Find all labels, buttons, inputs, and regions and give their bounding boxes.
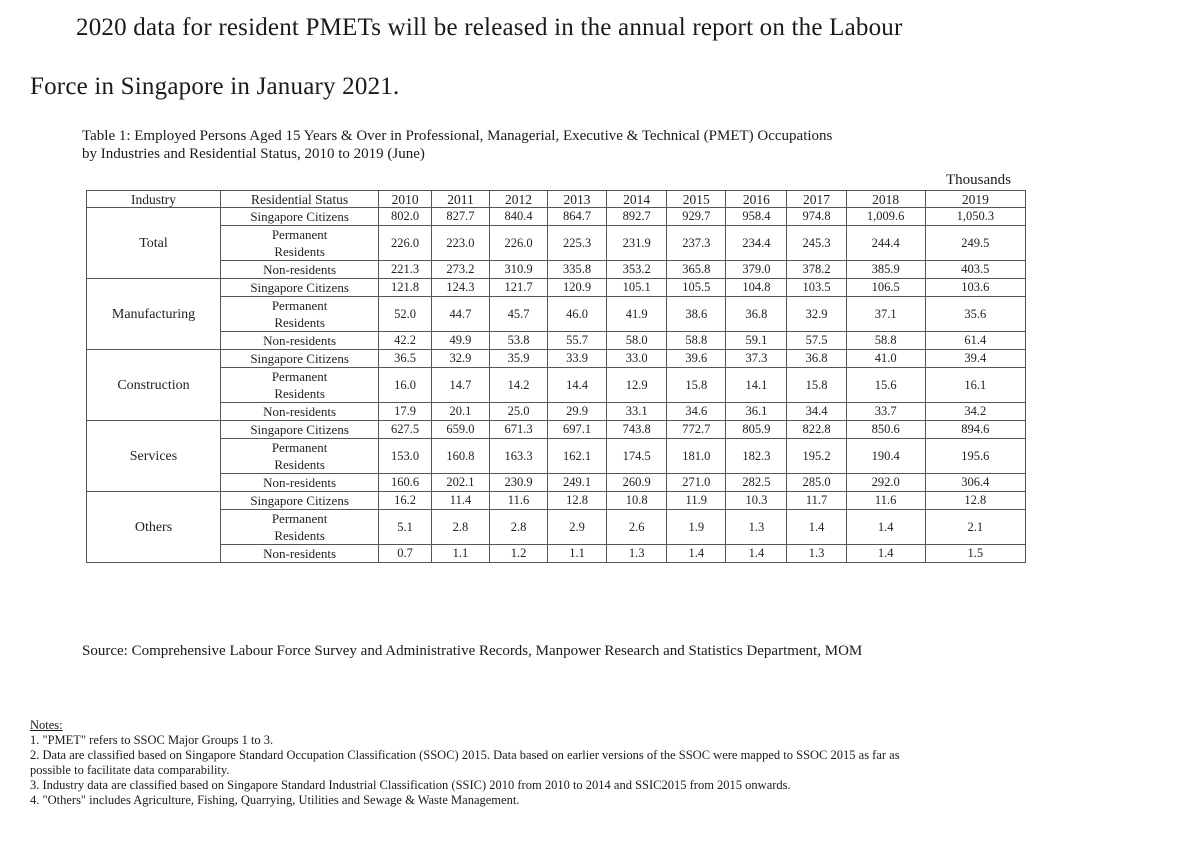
value-cell: 58.8: [846, 332, 925, 350]
table-row: [87, 226, 1026, 261]
value-cell: 271.0: [667, 474, 726, 492]
value-cell: 864.7: [548, 208, 607, 226]
header-year: 2016: [726, 191, 787, 208]
value-cell: 1.9: [667, 510, 726, 545]
value-cell: 335.8: [548, 261, 607, 279]
value-cell: 42.2: [379, 332, 432, 350]
value-cell: 2.1: [925, 510, 1025, 545]
units-label: Thousands: [946, 172, 1011, 188]
table-header-row: [87, 191, 1026, 208]
table-row: [87, 261, 1026, 279]
table-row: [87, 368, 1026, 403]
value-cell: 46.0: [548, 297, 607, 332]
residential-status-cell: [220, 368, 378, 403]
value-cell: 1.5: [925, 545, 1025, 563]
value-cell: 231.9: [607, 226, 667, 261]
table-row: [87, 492, 1026, 510]
residential-status-text: Non-residents: [263, 475, 337, 490]
value-cell: 106.5: [846, 279, 925, 297]
residential-status-text: Non-residents: [263, 546, 337, 561]
table-body: [87, 208, 1026, 563]
value-cell: 11.6: [846, 492, 925, 510]
value-cell: 659.0: [431, 421, 489, 439]
value-cell: 36.1: [726, 403, 787, 421]
value-cell: 25.0: [490, 403, 548, 421]
value-cell: 1.3: [607, 545, 667, 563]
value-cell: 37.1: [846, 297, 925, 332]
value-cell: 181.0: [667, 439, 726, 474]
residential-status-text: Singapore Citizens: [250, 493, 349, 508]
intro-line-1: 2020 data for resident PMETs will be released in the annual report on the Labour: [76, 14, 903, 41]
header-residential-status: Residential Status: [220, 191, 378, 208]
value-cell: 41.0: [846, 350, 925, 368]
residential-status-text: Residents: [274, 457, 325, 472]
value-cell: 249.5: [925, 226, 1025, 261]
pmet-table: [86, 190, 1026, 563]
table-row: [87, 297, 1026, 332]
value-cell: 840.4: [490, 208, 548, 226]
value-cell: 53.8: [490, 332, 548, 350]
value-cell: 11.7: [787, 492, 846, 510]
industry-cell: Manufacturing: [87, 279, 221, 350]
value-cell: 34.2: [925, 403, 1025, 421]
value-cell: 38.6: [667, 297, 726, 332]
table-caption-line-1: Table 1: Employed Persons Aged 15 Years & Over in Professional, Managerial, Executive & Technical (PMET) Occupations: [82, 128, 833, 144]
value-cell: 121.8: [379, 279, 432, 297]
header-year: 2010: [379, 191, 432, 208]
value-cell: 33.0: [607, 350, 667, 368]
note-line: 4. "Others" includes Agriculture, Fishing, Quarrying, Utilities and Sewage & Waste Management.: [30, 793, 520, 807]
table-row: [87, 279, 1026, 297]
value-cell: 805.9: [726, 421, 787, 439]
residential-status-text: Permanent: [271, 511, 328, 526]
value-cell: 2.6: [607, 510, 667, 545]
value-cell: 378.2: [787, 261, 846, 279]
value-cell: 12.9: [607, 368, 667, 403]
residential-status-cell: [220, 261, 378, 279]
value-cell: 34.4: [787, 403, 846, 421]
residential-status-cell: [220, 545, 378, 563]
residential-status-text: Residents: [274, 386, 325, 401]
value-cell: 160.8: [431, 439, 489, 474]
value-cell: 61.4: [925, 332, 1025, 350]
value-cell: 892.7: [607, 208, 667, 226]
value-cell: 353.2: [607, 261, 667, 279]
table-row: [87, 510, 1026, 545]
value-cell: 15.8: [787, 368, 846, 403]
value-cell: 894.6: [925, 421, 1025, 439]
value-cell: 10.8: [607, 492, 667, 510]
value-cell: 230.9: [490, 474, 548, 492]
value-cell: 12.8: [548, 492, 607, 510]
value-cell: 33.1: [607, 403, 667, 421]
value-cell: 195.2: [787, 439, 846, 474]
value-cell: 2.8: [490, 510, 548, 545]
header-year: 2014: [607, 191, 667, 208]
value-cell: 379.0: [726, 261, 787, 279]
value-cell: 249.1: [548, 474, 607, 492]
value-cell: 2.9: [548, 510, 607, 545]
value-cell: 627.5: [379, 421, 432, 439]
value-cell: 153.0: [379, 439, 432, 474]
note-line: 3. Industry data are classified based on Singapore Standard Industrial Classification (SSIC) 2010 from 2010 to 2014 and SSIC2015 from 2015 onwards.: [30, 778, 791, 792]
residential-status-text: Non-residents: [263, 404, 337, 419]
value-cell: 245.3: [787, 226, 846, 261]
value-cell: 310.9: [490, 261, 548, 279]
value-cell: 14.7: [431, 368, 489, 403]
residential-status-cell: [220, 279, 378, 297]
value-cell: 103.5: [787, 279, 846, 297]
value-cell: 385.9: [846, 261, 925, 279]
value-cell: 160.6: [379, 474, 432, 492]
value-cell: 58.8: [667, 332, 726, 350]
value-cell: 1.4: [787, 510, 846, 545]
industry-cell: Others: [87, 492, 221, 563]
table-row: [87, 403, 1026, 421]
value-cell: 827.7: [431, 208, 489, 226]
source-note: Source: Comprehensive Labour Force Survey and Administrative Records, Manpower Research and Statistics Department, MOM: [82, 643, 863, 659]
industry-cell: Construction: [87, 350, 221, 421]
value-cell: 850.6: [846, 421, 925, 439]
header-year: 2013: [548, 191, 607, 208]
value-cell: 10.3: [726, 492, 787, 510]
value-cell: 1.3: [787, 545, 846, 563]
value-cell: 105.5: [667, 279, 726, 297]
value-cell: 226.0: [490, 226, 548, 261]
industry-cell: Total: [87, 208, 221, 279]
value-cell: 14.2: [490, 368, 548, 403]
value-cell: 2.8: [431, 510, 489, 545]
value-cell: 14.1: [726, 368, 787, 403]
residential-status-text: Permanent: [271, 298, 328, 313]
value-cell: 16.2: [379, 492, 432, 510]
value-cell: 20.1: [431, 403, 489, 421]
value-cell: 237.3: [667, 226, 726, 261]
value-cell: 365.8: [667, 261, 726, 279]
value-cell: 958.4: [726, 208, 787, 226]
notes-section: [30, 718, 1190, 808]
value-cell: 35.6: [925, 297, 1025, 332]
residential-status-cell: [220, 332, 378, 350]
value-cell: 743.8: [607, 421, 667, 439]
value-cell: 226.0: [379, 226, 432, 261]
residential-status-cell: [220, 510, 378, 545]
value-cell: 121.7: [490, 279, 548, 297]
residential-status-text: Permanent: [271, 369, 328, 384]
value-cell: 14.4: [548, 368, 607, 403]
residential-status-cell: [220, 492, 378, 510]
residential-status-text: Residents: [274, 244, 325, 259]
value-cell: 33.7: [846, 403, 925, 421]
value-cell: 37.3: [726, 350, 787, 368]
table-row: [87, 474, 1026, 492]
table-row: [87, 545, 1026, 563]
value-cell: 1,009.6: [846, 208, 925, 226]
value-cell: 104.8: [726, 279, 787, 297]
residential-status-cell: [220, 439, 378, 474]
value-cell: 29.9: [548, 403, 607, 421]
residential-status-text: Residents: [274, 528, 325, 543]
value-cell: 17.9: [379, 403, 432, 421]
value-cell: 244.4: [846, 226, 925, 261]
residential-status-text: Permanent: [271, 440, 328, 455]
value-cell: 59.1: [726, 332, 787, 350]
value-cell: 234.4: [726, 226, 787, 261]
value-cell: 306.4: [925, 474, 1025, 492]
note-line: 2. Data are classified based on Singapore Standard Occupation Classification (SSOC) 2015. Data based on earlier versions of the SSOC were mapped to SSOC 2015 as far as: [30, 748, 900, 762]
value-cell: 41.9: [607, 297, 667, 332]
value-cell: 15.8: [667, 368, 726, 403]
residential-status-text: Singapore Citizens: [250, 351, 349, 366]
intro-line-2: Force in Singapore in January 2021.: [30, 73, 400, 100]
value-cell: 1.2: [490, 545, 548, 563]
header-year: 2019: [925, 191, 1025, 208]
header-year: 2017: [787, 191, 846, 208]
value-cell: 120.9: [548, 279, 607, 297]
residential-status-text: Non-residents: [263, 333, 337, 348]
value-cell: 12.8: [925, 492, 1025, 510]
table-row: [87, 350, 1026, 368]
value-cell: 163.3: [490, 439, 548, 474]
value-cell: 697.1: [548, 421, 607, 439]
residential-status-cell: [220, 208, 378, 226]
value-cell: 32.9: [787, 297, 846, 332]
table-row: [87, 439, 1026, 474]
value-cell: 55.7: [548, 332, 607, 350]
value-cell: 1.3: [726, 510, 787, 545]
value-cell: 103.6: [925, 279, 1025, 297]
value-cell: 33.9: [548, 350, 607, 368]
value-cell: 36.8: [787, 350, 846, 368]
value-cell: 802.0: [379, 208, 432, 226]
value-cell: 15.6: [846, 368, 925, 403]
residential-status-text: Singapore Citizens: [250, 280, 349, 295]
value-cell: 16.0: [379, 368, 432, 403]
value-cell: 0.7: [379, 545, 432, 563]
table-caption-line-2: by Industries and Residential Status, 2010 to 2019 (June): [82, 146, 425, 162]
value-cell: 36.5: [379, 350, 432, 368]
value-cell: 822.8: [787, 421, 846, 439]
value-cell: 974.8: [787, 208, 846, 226]
value-cell: 124.3: [431, 279, 489, 297]
table-row: [87, 332, 1026, 350]
value-cell: 34.6: [667, 403, 726, 421]
value-cell: 202.1: [431, 474, 489, 492]
value-cell: 221.3: [379, 261, 432, 279]
value-cell: 929.7: [667, 208, 726, 226]
note-line: 1. "PMET" refers to SSOC Major Groups 1 to 3.: [30, 733, 274, 747]
residential-status-cell: [220, 297, 378, 332]
value-cell: 190.4: [846, 439, 925, 474]
value-cell: 35.9: [490, 350, 548, 368]
value-cell: 223.0: [431, 226, 489, 261]
residential-status-text: Non-residents: [263, 262, 337, 277]
residential-status-text: Permanent: [271, 227, 328, 242]
value-cell: 11.9: [667, 492, 726, 510]
value-cell: 105.1: [607, 279, 667, 297]
value-cell: 39.4: [925, 350, 1025, 368]
value-cell: 1.4: [846, 510, 925, 545]
value-cell: 772.7: [667, 421, 726, 439]
residential-status-text: Singapore Citizens: [250, 422, 349, 437]
value-cell: 52.0: [379, 297, 432, 332]
value-cell: 58.0: [607, 332, 667, 350]
notes-title: Notes:: [30, 718, 63, 732]
header-year: 2012: [490, 191, 548, 208]
value-cell: 1.1: [431, 545, 489, 563]
value-cell: 1.4: [846, 545, 925, 563]
value-cell: 282.5: [726, 474, 787, 492]
value-cell: 671.3: [490, 421, 548, 439]
value-cell: 57.5: [787, 332, 846, 350]
industry-cell: Services: [87, 421, 221, 492]
table-row: [87, 208, 1026, 226]
value-cell: 1.4: [726, 545, 787, 563]
residential-status-text: Residents: [274, 315, 325, 330]
value-cell: 162.1: [548, 439, 607, 474]
value-cell: 260.9: [607, 474, 667, 492]
value-cell: 285.0: [787, 474, 846, 492]
header-industry: Industry: [87, 191, 221, 208]
value-cell: 1.4: [667, 545, 726, 563]
value-cell: 16.1: [925, 368, 1025, 403]
note-line: possible to facilitate data comparability.: [30, 763, 230, 777]
value-cell: 182.3: [726, 439, 787, 474]
residential-status-cell: [220, 403, 378, 421]
value-cell: 11.6: [490, 492, 548, 510]
value-cell: 1,050.3: [925, 208, 1025, 226]
header-year: 2015: [667, 191, 726, 208]
header-year: 2011: [431, 191, 489, 208]
value-cell: 273.2: [431, 261, 489, 279]
residential-status-cell: [220, 226, 378, 261]
value-cell: 174.5: [607, 439, 667, 474]
value-cell: 49.9: [431, 332, 489, 350]
value-cell: 11.4: [431, 492, 489, 510]
value-cell: 44.7: [431, 297, 489, 332]
value-cell: 39.6: [667, 350, 726, 368]
value-cell: 403.5: [925, 261, 1025, 279]
value-cell: 36.8: [726, 297, 787, 332]
residential-status-cell: [220, 350, 378, 368]
residential-status-cell: [220, 421, 378, 439]
residential-status-text: Singapore Citizens: [250, 209, 349, 224]
value-cell: 45.7: [490, 297, 548, 332]
residential-status-cell: [220, 474, 378, 492]
table-row: [87, 421, 1026, 439]
value-cell: 292.0: [846, 474, 925, 492]
value-cell: 5.1: [379, 510, 432, 545]
value-cell: 225.3: [548, 226, 607, 261]
value-cell: 32.9: [431, 350, 489, 368]
header-year: 2018: [846, 191, 925, 208]
value-cell: 1.1: [548, 545, 607, 563]
value-cell: 195.6: [925, 439, 1025, 474]
